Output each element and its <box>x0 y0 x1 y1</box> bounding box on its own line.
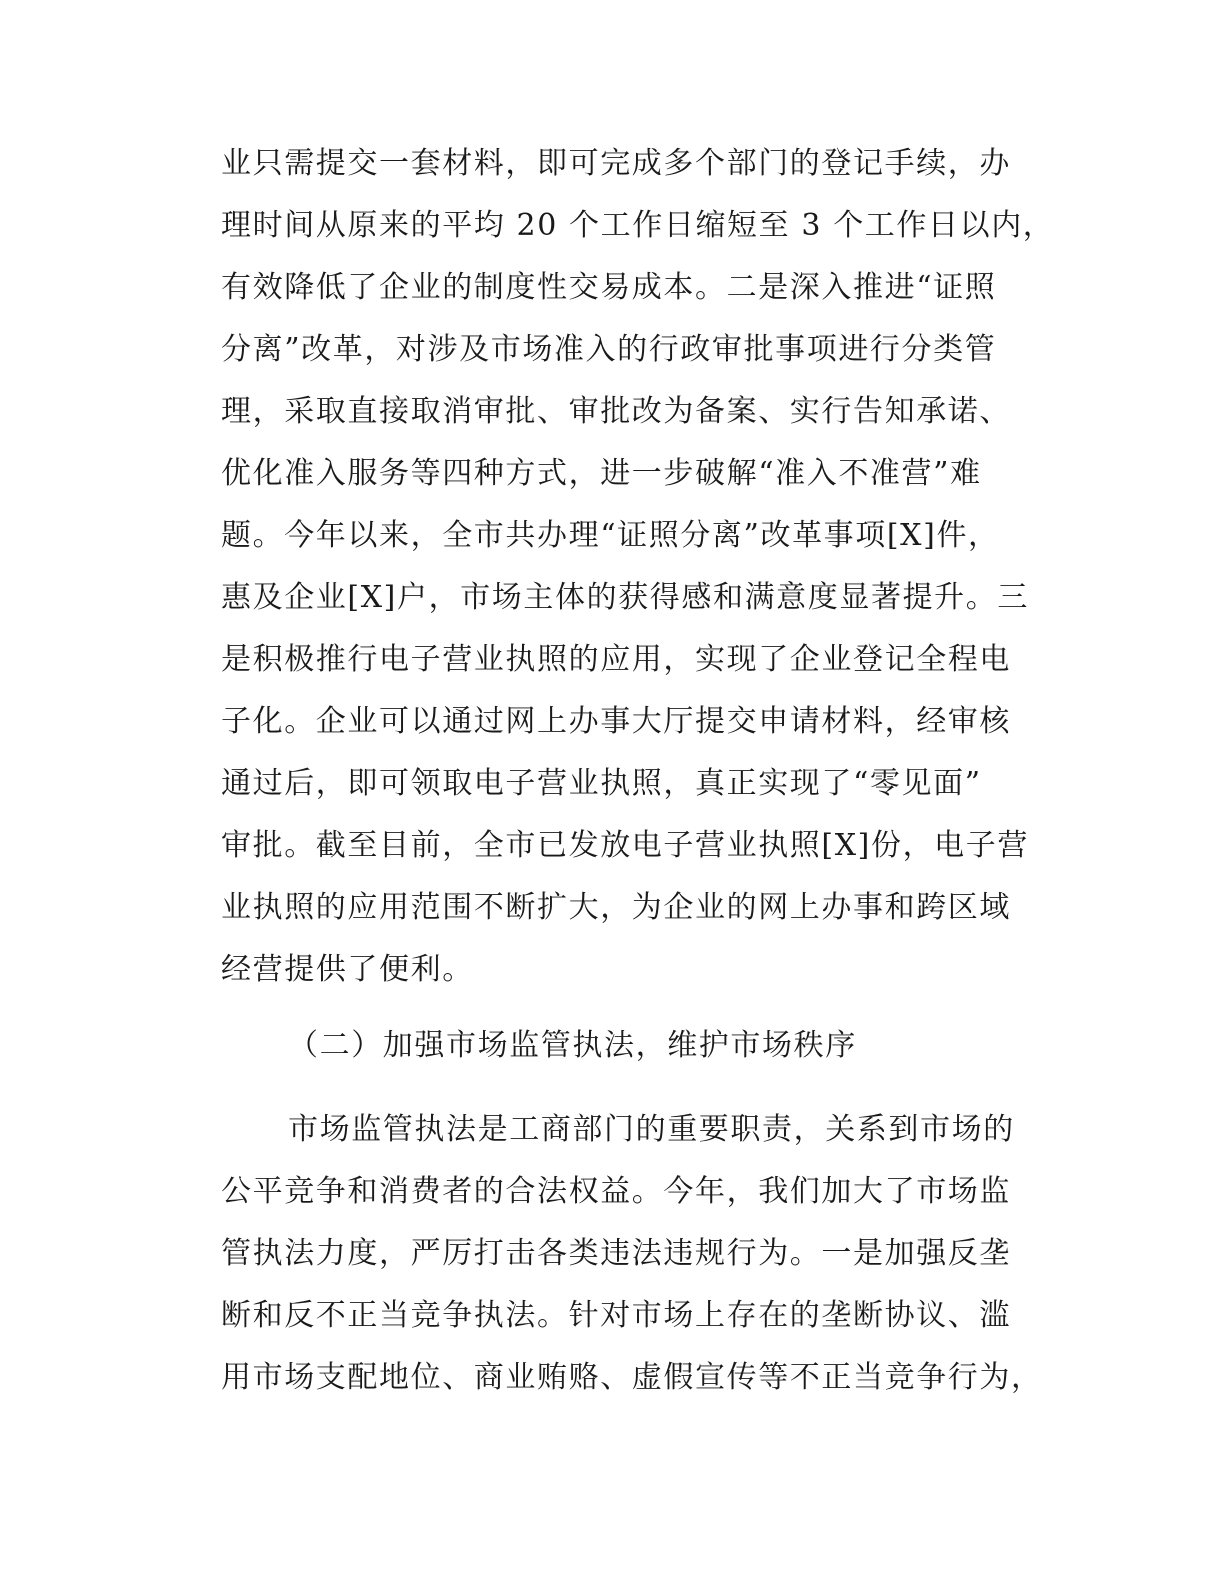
paragraph-1-line-14: 经营提供了便利。 <box>221 952 474 987</box>
paragraph-1-line-10: 子化。企业可以通过网上办事大厅提交申请材料，经审核 <box>221 704 1011 739</box>
paragraph-1-line-13: 业执照的应用范围不断扩大，为企业的网上办事和跨区域 <box>221 890 1011 925</box>
paragraph-1-line-7: 题。今年以来，全市共办理“证照分离”改革事项[X]件， <box>221 518 1000 553</box>
paragraph-2-line-2: 公平竞争和消费者的合法权益。今年，我们加大了市场监 <box>221 1174 1011 1209</box>
paragraph-1-line-8: 惠及企业[X]户，市场主体的获得感和满意度显著提升。三 <box>221 580 1029 615</box>
paragraph-1-line-2: 理时间从原来的平均 20 个工作日缩短至 3 个工作日以内， <box>221 208 1055 243</box>
paragraph-1-line-11: 通过后，即可领取电子营业执照，真正实现了“零见面” <box>221 766 982 801</box>
paragraph-1-line-12: 审批。截至目前，全市已发放电子营业执照[X]份，电子营 <box>221 828 1029 863</box>
paragraph-1-line-1: 业只需提交一套材料，即可完成多个部门的登记手续，办 <box>221 146 1011 181</box>
paragraph-1-line-4: 分离”改革，对涉及市场准入的行政审批事项进行分类管 <box>221 332 997 367</box>
paragraph-1-line-3: 有效降低了企业的制度性交易成本。二是深入推进“证照 <box>221 270 997 305</box>
paragraph-1-line-6: 优化准入服务等四种方式，进一步破解“准入不准营”难 <box>221 456 982 491</box>
paragraph-1-line-5: 理，采取直接取消审批、审批改为备案、实行告知承诺、 <box>221 394 1011 429</box>
paragraph-2-line-4: 断和反不正当竞争执法。针对市场上存在的垄断协议、滥 <box>221 1298 1011 1333</box>
paragraph-1-line-9: 是积极推行电子营业执照的应用，实现了企业登记全程电 <box>221 642 1011 677</box>
paragraph-2-line-3: 管执法力度，严厉打击各类违法违规行为。一是加强反垄 <box>221 1236 1011 1271</box>
section-heading: （二）加强市场监管执法，维护市场秩序 <box>288 1028 857 1063</box>
paragraph-2-line-5: 用市场支配地位、商业贿赂、虚假宣传等不正当竞争行为， <box>221 1360 1043 1395</box>
paragraph-2-line-1: 市场监管执法是工商部门的重要职责，关系到市场的 <box>288 1112 1015 1147</box>
